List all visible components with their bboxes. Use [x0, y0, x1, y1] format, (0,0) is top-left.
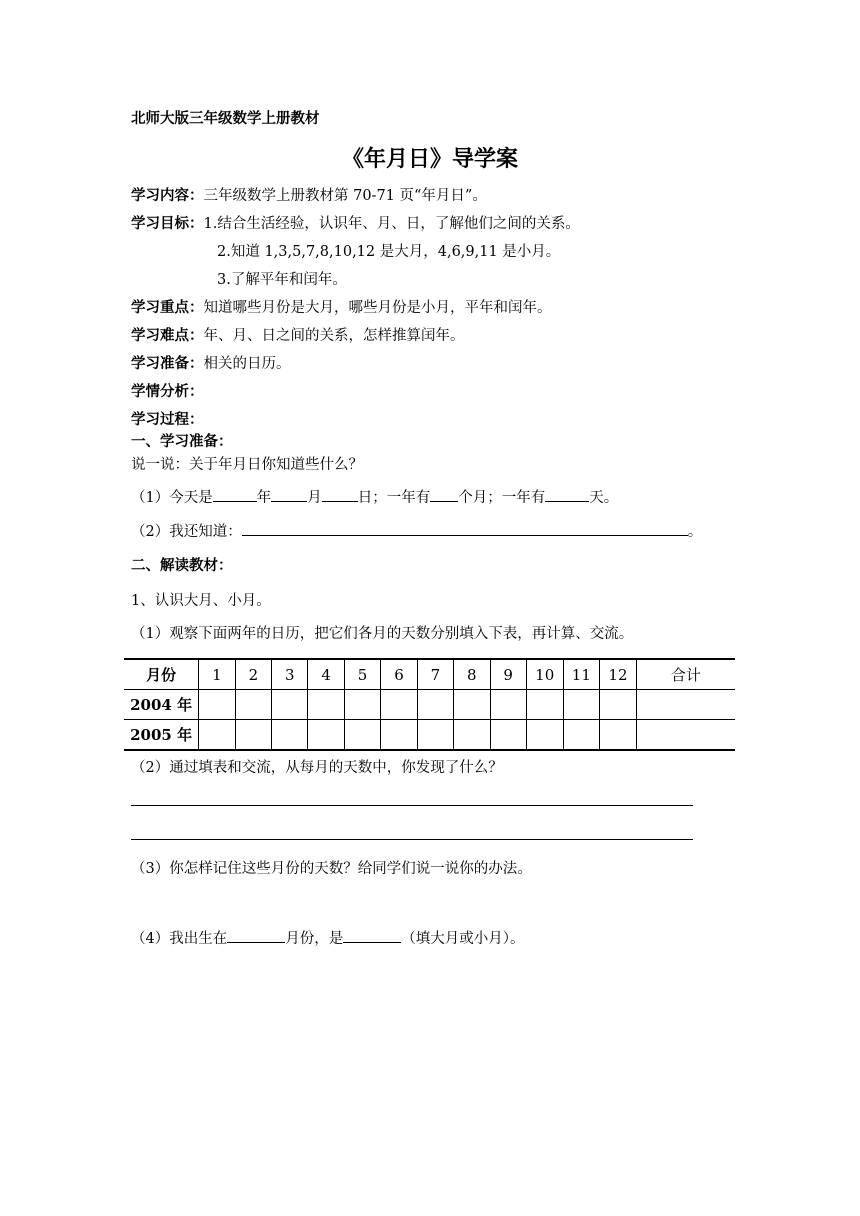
p4-hint: （填大月或小月）。: [401, 931, 525, 947]
p4-month-label: 月份，是: [285, 931, 344, 947]
table-row: [124, 720, 735, 751]
table-cell[interactable]: [235, 720, 271, 751]
table-cell[interactable]: [344, 720, 380, 751]
p4-born-label: （4）我出生在: [131, 931, 228, 947]
table-header-cell: 月份: [124, 659, 199, 690]
table-cell[interactable]: [308, 720, 344, 751]
table-cell[interactable]: [563, 720, 600, 751]
table-header-cell: 2: [235, 659, 271, 690]
analysis-label: 学情分析：: [131, 384, 204, 400]
question-4: [131, 927, 524, 948]
table-cell[interactable]: [308, 690, 344, 720]
section1-heading: 一、学习准备：: [131, 434, 233, 450]
content-row: [131, 184, 487, 205]
key-row: [131, 296, 552, 317]
q2-end: 。: [687, 524, 703, 540]
q2-label: （2）我还知道：: [131, 524, 242, 540]
table-cell[interactable]: [272, 690, 308, 720]
table-cell[interactable]: [490, 690, 526, 720]
table-cell[interactable]: [563, 690, 600, 720]
prep-row: [131, 352, 291, 373]
month-blank[interactable]: [271, 487, 307, 502]
answer-line-2[interactable]: [131, 839, 693, 840]
difficulty-row: [131, 324, 465, 345]
days-table: [124, 658, 735, 751]
question-1: [131, 486, 618, 507]
question-2: [131, 520, 702, 541]
key-text: 知道哪些月份是大月，哪些月份是小月，平年和闰年。: [203, 300, 552, 316]
table-cell[interactable]: [526, 690, 563, 720]
content-text: 三年级数学上册教材第 70-71 页“年月日”。: [203, 188, 487, 204]
table-cell[interactable]: [344, 690, 380, 720]
day-blank[interactable]: [322, 487, 358, 502]
table-header-row: [124, 659, 735, 690]
table-cell[interactable]: [417, 720, 453, 751]
section1-intro: 说一说：关于年月日你知道些什么？: [131, 457, 363, 473]
goal-3: 3.了解平年和闰年。: [217, 272, 347, 288]
table-header-cell: 9: [490, 659, 526, 690]
table-cell[interactable]: [199, 720, 235, 751]
total-cell[interactable]: [636, 720, 735, 751]
table-cell[interactable]: [454, 690, 490, 720]
days-count-blank[interactable]: [545, 487, 589, 502]
key-label: 学习重点：: [131, 300, 204, 316]
table-header-cell: 4: [308, 659, 344, 690]
table-header-cell: 12: [600, 659, 637, 690]
table-cell[interactable]: [454, 720, 490, 751]
table-header-cell: 10: [526, 659, 563, 690]
table-header-cell: 5: [344, 659, 380, 690]
prep-text: 相关的日历。: [203, 356, 291, 372]
answer-line-1[interactable]: [131, 805, 693, 806]
page-title: 《年月日》导学案: [341, 147, 518, 172]
birth-month-blank[interactable]: [227, 928, 285, 943]
prep-label: 学习准备：: [131, 356, 204, 372]
table-cell[interactable]: [490, 720, 526, 751]
process-label: 学习过程：: [131, 412, 204, 428]
table-cell[interactable]: [381, 690, 417, 720]
table-header-cell: 合计: [636, 659, 735, 690]
month-type-blank[interactable]: [343, 928, 401, 943]
table-header-cell: 3: [272, 659, 308, 690]
q1-year-label: 年: [256, 490, 272, 506]
table-cell[interactable]: [199, 690, 235, 720]
q1-day-label: 日；一年有: [357, 490, 431, 506]
goal-label: 学习目标：: [131, 216, 204, 232]
table-header-cell: 11: [563, 659, 600, 690]
edition-label: 北师大版三年级数学上册教材: [131, 111, 320, 127]
know-blank[interactable]: [242, 521, 688, 536]
table-cell[interactable]: [381, 720, 417, 751]
section2-heading: 二、解读教材：: [131, 558, 233, 574]
row-label-2004: 2004 年: [124, 690, 199, 720]
table-header-cell: 7: [417, 659, 453, 690]
table-cell[interactable]: [417, 690, 453, 720]
row-label-2005: 2005 年: [124, 720, 199, 751]
q1-days-label: 天。: [589, 490, 619, 506]
goal-row: [131, 212, 580, 233]
goal-2: 2.知道 1,3,5,7,8,10,12 是大月，4,6,9,11 是小月。: [217, 244, 561, 260]
total-cell[interactable]: [636, 690, 735, 720]
goal-1: 1.结合生活经验，认识年、月、日，了解他们之间的关系。: [203, 216, 580, 232]
months-count-blank[interactable]: [430, 487, 458, 502]
q1-month-label: 月: [307, 490, 322, 506]
q1-months-label: 个月；一年有: [458, 490, 546, 506]
table-header-cell: 1: [199, 659, 235, 690]
q1-today-label: （1）今天是: [131, 490, 213, 506]
section2-p1: （1）观察下面两年的日历，把它们各月的天数分别填入下表，再计算、交流。: [131, 626, 634, 642]
table-cell[interactable]: [272, 720, 308, 751]
table-header-cell: 8: [454, 659, 490, 690]
table-row: [124, 690, 735, 720]
difficulty-text: 年、月、日之间的关系，怎样推算闰年。: [203, 328, 465, 344]
year-blank[interactable]: [213, 487, 257, 502]
table-cell[interactable]: [600, 720, 637, 751]
section2-sub1: 1、认识大月、小月。: [131, 593, 271, 609]
table-cell[interactable]: [526, 720, 563, 751]
section2-p3: （3）你怎样记住这些月份的天数？给同学们说一说你的办法。: [131, 861, 532, 877]
table-cell[interactable]: [600, 690, 637, 720]
table-header-cell: 6: [381, 659, 417, 690]
content-label: 学习内容：: [131, 188, 204, 204]
table-cell[interactable]: [235, 690, 271, 720]
section2-p2: （2）通过填表和交流，从每月的天数中，你发现了什么？: [131, 760, 503, 776]
difficulty-label: 学习难点：: [131, 328, 204, 344]
